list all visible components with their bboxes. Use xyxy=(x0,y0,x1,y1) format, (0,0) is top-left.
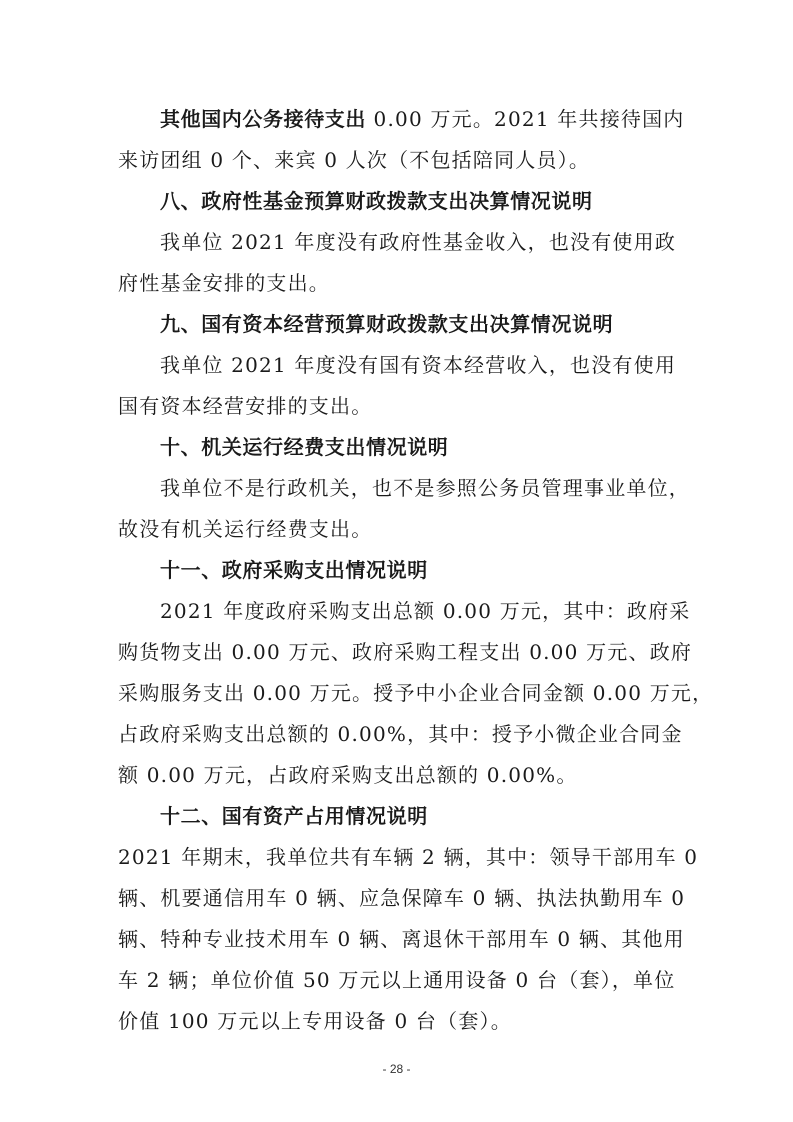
bold-text-run: 其他国内公务接待支出 xyxy=(160,107,366,131)
section-heading-10: 十、机关运行经费支出情况说明 xyxy=(160,435,449,459)
paragraph-line: 2021 年期末，我单位共有车辆 2 辆，其中：领导干部用车 0 xyxy=(118,845,699,869)
paragraph-line: 国有资本经营安排的支出。 xyxy=(118,394,373,418)
paragraph-line: 府性基金安排的支出。 xyxy=(118,271,330,295)
paragraph-line: 价值 100 万元以上专用设备 0 台（套）。 xyxy=(118,1009,512,1033)
paragraph-line: 采购服务支出 0.00 万元。授予中小企业合同金额 0.00 万元， xyxy=(118,681,714,705)
paragraph-line: 额 0.00 万元，占政府采购支出总额的 0.00%。 xyxy=(118,763,578,787)
section-heading-11: 十一、政府采购支出情况说明 xyxy=(160,558,428,582)
paragraph-line: 来访团组 0 个、来宾 0 人次（不包括陪同人员）。 xyxy=(118,148,591,172)
paragraph-line: 2021 年度政府采购支出总额 0.00 万元，其中：政府采 xyxy=(160,599,691,623)
paragraph-line: 故没有机关运行经费支出。 xyxy=(118,517,373,541)
paragraph-line: 辆、特种专业技术用车 0 辆、离退休干部用车 0 辆、其他用 xyxy=(118,927,685,951)
paragraph-line: 辆、机要通信用车 0 辆、应急保障车 0 辆、执法执勤用车 0 xyxy=(118,886,686,910)
paragraph-line xyxy=(160,106,688,132)
section-heading-9: 九、国有资本经营预算财政拨款支出决算情况说明 xyxy=(160,312,614,336)
section-heading-8: 八、政府性基金预算财政拨款支出决算情况说明 xyxy=(160,189,593,213)
paragraph-line: 我单位 2021 年度没有政府性基金收入，也没有使用政 xyxy=(160,230,677,254)
paragraph-line: 我单位不是行政机关，也不是参照公务员管理事业单位， xyxy=(160,476,690,500)
paragraph-line: 我单位 2021 年度没有国有资本经营收入，也没有使用 xyxy=(160,353,677,377)
page-number: - 28 - xyxy=(382,1062,411,1076)
section-heading-12: 十二、国有资产占用情况说明 xyxy=(160,804,428,828)
paragraph-line: 车 2 辆；单位价值 50 万元以上通用设备 0 台（套），单位 xyxy=(118,968,676,992)
paragraph-line: 占政府采购支出总额的 0.00%，其中：授予小微企业合同金 xyxy=(118,722,683,746)
text-run: 0.00 万元。2021 年共接待国内 xyxy=(366,107,685,131)
paragraph-line: 购货物支出 0.00 万元、政府采购工程支出 0.00 万元、政府 xyxy=(118,640,693,664)
